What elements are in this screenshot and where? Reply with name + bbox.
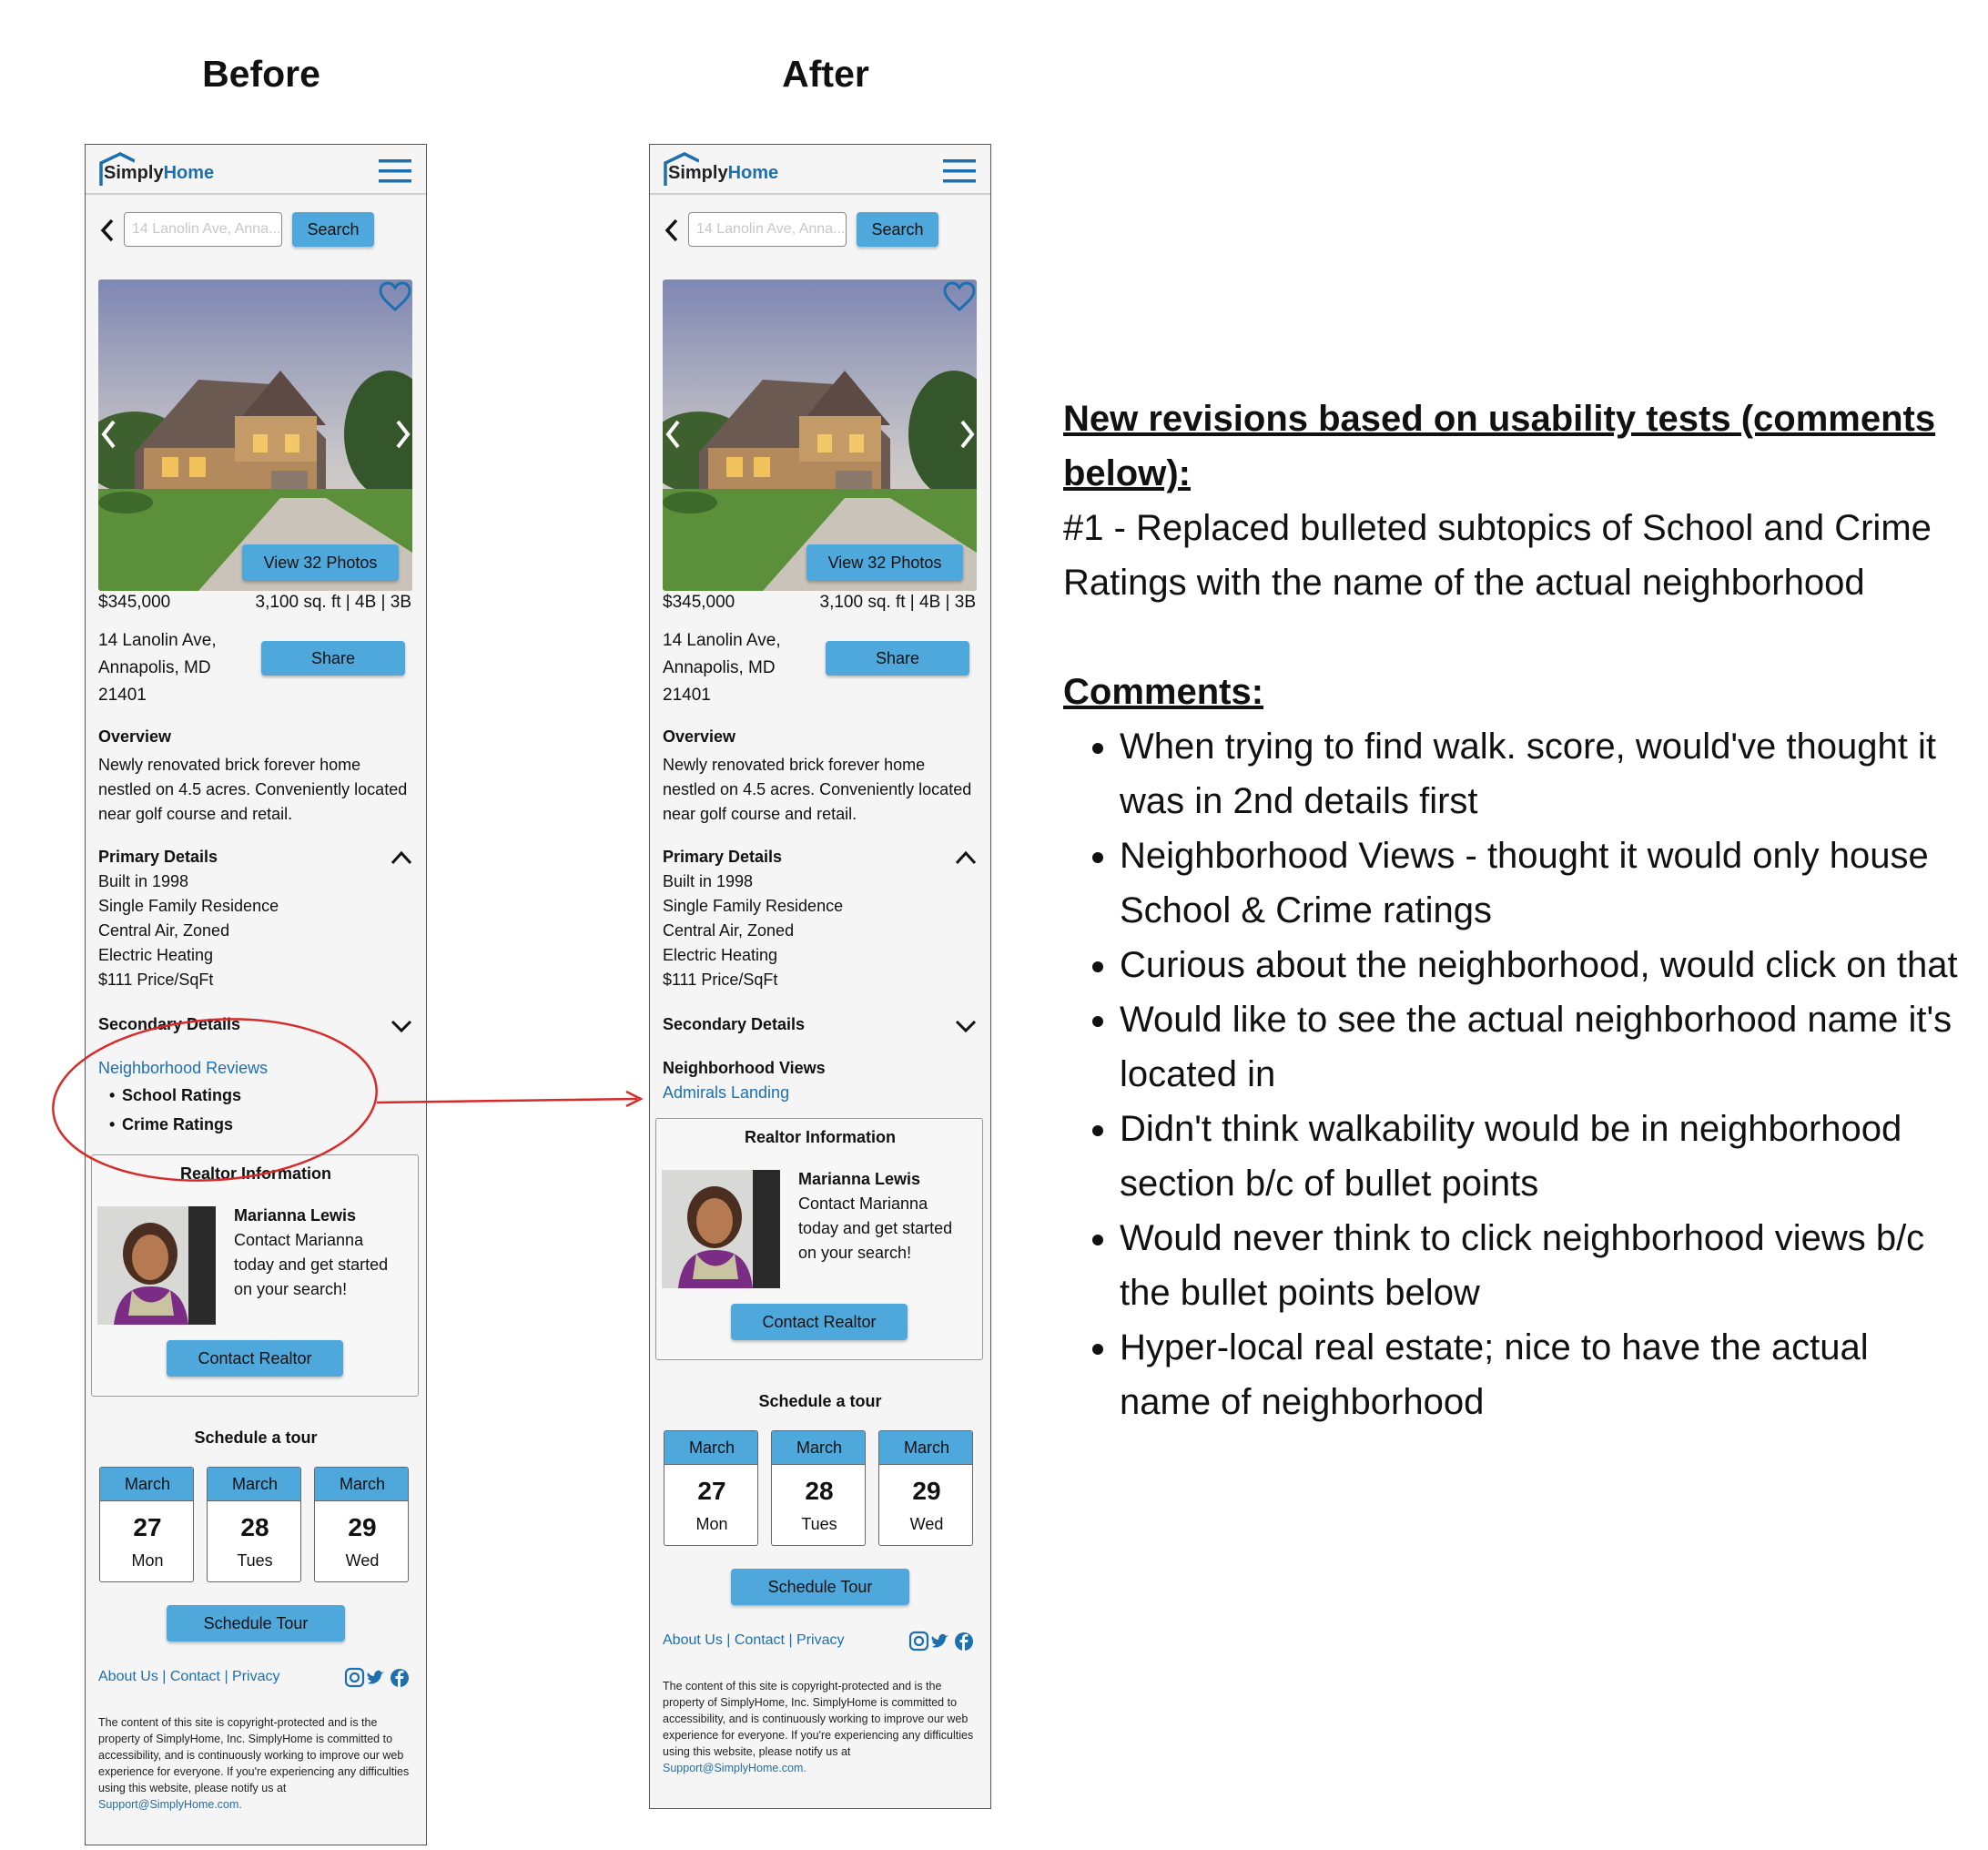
date-card[interactable] [878, 1430, 973, 1546]
revision-text: #1 - Replaced bulleted subtopics of School and Crime Ratings with the name of the actual neighborhood [1063, 508, 1932, 603]
detail-item: $111 Price/SqFt [663, 971, 778, 989]
listing-specs: 3,100 sq. ft | 4B | 3B [255, 593, 411, 612]
date-card[interactable] [771, 1430, 866, 1546]
detail-item: Electric Heating [663, 946, 778, 964]
date-month: March [879, 1431, 973, 1465]
logo-text-simply: Simply [104, 163, 164, 183]
listing-address: 14 Lanolin Ave, Annapolis, MD 21401 [663, 631, 781, 705]
detail-item: Central Air, Zoned [663, 921, 795, 940]
share-button[interactable]: Share [826, 641, 969, 676]
detail-item: Single Family Residence [98, 897, 279, 915]
view-photos-button[interactable]: View 32 Photos [242, 544, 399, 581]
simplyhome-logo[interactable] [663, 152, 799, 188]
realtor-message: Contact Marianna today and get started on your search! [234, 1231, 389, 1298]
date-card[interactable] [664, 1430, 758, 1546]
primary-details-list [98, 869, 412, 992]
revision-notes [1063, 391, 1964, 1429]
date-card[interactable] [207, 1467, 301, 1582]
facebook-icon[interactable] [390, 1669, 409, 1687]
date-weekday: Tues [801, 1515, 837, 1533]
schedule-tour-heading: Schedule a tour [758, 1392, 882, 1410]
date-month: March [208, 1468, 301, 1501]
back-arrow-icon[interactable] [98, 218, 117, 243]
contact-realtor-button[interactable]: Contact Realtor [731, 1304, 908, 1340]
previous-photo-chevron-icon[interactable] [100, 418, 118, 451]
footer-disclaimer [663, 1678, 978, 1776]
date-day-number: 28 [240, 1513, 269, 1541]
secondary-details-heading[interactable]: Secondary Details [98, 1015, 241, 1033]
before-screen [85, 144, 427, 1845]
next-photo-chevron-icon[interactable] [958, 418, 976, 451]
overview-text: Newly renovated brick forever home nestled on 4.5 acres. Conveniently located near golf course and retail. [663, 756, 972, 823]
comment-item: • Would never think to click neighborhood views b/c the bullet points below [1120, 1211, 1964, 1320]
support-email-link[interactable]: Support@SimplyHome.com. [98, 1798, 242, 1811]
instagram-icon[interactable] [346, 1669, 363, 1686]
date-weekday: Wed [909, 1515, 944, 1533]
listing-specs: 3,100 sq. ft | 4B | 3B [819, 593, 976, 612]
search-input[interactable]: 14 Lanolin Ave, Anna... [688, 212, 847, 247]
footer-disclaimer [98, 1714, 413, 1813]
date-day-number: 29 [912, 1477, 941, 1505]
comment-item: • Curious about the neighborhood, would click on that [1120, 938, 1964, 992]
neighborhood-views-heading[interactable]: Neighborhood Views [663, 1059, 826, 1077]
detail-item: $111 Price/SqFt [98, 971, 214, 989]
share-button[interactable]: Share [261, 641, 405, 676]
twitter-icon[interactable] [932, 1634, 948, 1648]
comment-item: • Neighborhood Views - thought it would only house School & Crime ratings [1120, 828, 1964, 938]
chevron-up-icon[interactable] [390, 850, 412, 865]
date-weekday: Tues [237, 1551, 273, 1570]
realtor-heading: Realtor Information [744, 1128, 896, 1146]
detail-item: Electric Heating [98, 946, 214, 964]
secondary-details-heading[interactable]: Secondary Details [663, 1015, 806, 1033]
schedule-tour-button[interactable]: Schedule Tour [167, 1605, 345, 1642]
realtor-name: Marianna Lewis [234, 1206, 357, 1225]
primary-details-heading[interactable]: Primary Details [98, 848, 218, 866]
comments-heading: Comments: [1063, 672, 1264, 712]
hamburger-menu-icon[interactable] [379, 159, 411, 183]
comment-item: • Hyper-local real estate; nice to have the actual name of neighborhood [1120, 1320, 1964, 1429]
realtor-heading: Realtor Information [179, 1164, 331, 1183]
schedule-tour-heading: Schedule a tour [194, 1428, 318, 1447]
comment-item: • Would like to see the actual neighborhood name it's located in [1120, 992, 1964, 1102]
listing-price: $345,000 [663, 593, 735, 612]
realtor-card [91, 1154, 419, 1397]
search-button[interactable]: Search [857, 212, 938, 247]
before-title: Before [202, 53, 320, 95]
date-card[interactable] [99, 1467, 194, 1582]
footer-links[interactable]: About Us | Contact | Privacy [98, 1669, 280, 1684]
after-screen [649, 144, 991, 1809]
overview-heading: Overview [98, 727, 172, 746]
notes-heading: New revisions based on usability tests (comments below): [1063, 399, 1936, 493]
date-card[interactable] [314, 1467, 409, 1582]
listing-address: 14 Lanolin Ave, Annapolis, MD 21401 [98, 631, 217, 705]
detail-item: Built in 1998 [98, 872, 189, 890]
simplyhome-logo[interactable] [98, 152, 235, 188]
footer-links[interactable]: About Us | Contact | Privacy [663, 1632, 845, 1648]
after-title: After [782, 53, 869, 95]
comments-list [1063, 719, 1964, 1429]
chevron-up-icon[interactable] [955, 850, 977, 865]
primary-details-list [663, 869, 977, 992]
realtor-avatar [662, 1170, 780, 1288]
twitter-icon[interactable] [368, 1671, 384, 1684]
view-photos-button[interactable]: View 32 Photos [806, 544, 963, 581]
realtor-avatar [97, 1206, 216, 1325]
chevron-down-icon[interactable] [955, 1019, 977, 1033]
realtor-name: Marianna Lewis [798, 1170, 921, 1188]
date-day-number: 29 [348, 1513, 377, 1541]
footer-disclaimer-text: The content of this site is copyright-protected and is the property of SimplyHome, Inc. SimplyHome is committed to accessibility, and is continuously working to improve our web experience for everyone. If you're experiencing any difficulties using this website, please notify us at [663, 1680, 974, 1758]
overview-text: Newly renovated brick forever home nestled on 4.5 acres. Conveniently located near golf course and retail. [98, 756, 408, 823]
date-month: March [664, 1431, 758, 1465]
comment-item: • Didn't think walkability would be in neighborhood section b/c of bullet points [1120, 1102, 1964, 1211]
realtor-message: Contact Marianna today and get started on your search! [798, 1194, 953, 1262]
hamburger-menu-icon[interactable] [943, 159, 976, 183]
chevron-down-icon[interactable] [390, 1019, 412, 1033]
support-email-link[interactable]: Support@SimplyHome.com. [663, 1762, 806, 1774]
date-month: March [315, 1468, 409, 1501]
favorite-heart-icon[interactable] [943, 281, 976, 312]
logo-text-home: Home [727, 163, 779, 183]
detail-item: Built in 1998 [663, 872, 754, 890]
search-button[interactable]: Search [292, 212, 374, 247]
logo-text-home: Home [163, 163, 215, 183]
detail-item: Single Family Residence [663, 897, 844, 915]
date-weekday: Mon [695, 1515, 728, 1533]
social-icons [908, 1631, 976, 1652]
next-photo-chevron-icon[interactable] [393, 418, 411, 451]
school-ratings-item[interactable]: • School Ratings [109, 1086, 241, 1105]
search-input[interactable]: 14 Lanolin Ave, Anna... [124, 212, 282, 247]
annotation-arrowhead-icon [626, 1092, 641, 1106]
listing-price: $345,000 [98, 593, 171, 612]
crime-ratings-item[interactable]: • Crime Ratings [109, 1115, 233, 1134]
schedule-tour-button[interactable]: Schedule Tour [731, 1569, 909, 1605]
footer-disclaimer-text: The content of this site is copyright-protected and is the property of SimplyHome, Inc. SimplyHome is committed to accessibility, and is continuously working to improve our web experience for everyone. If you're experiencing any difficulties using this website, please notify us at [98, 1716, 410, 1794]
detail-item: Central Air, Zoned [98, 921, 230, 940]
date-weekday: Mon [131, 1551, 164, 1570]
social-icons [344, 1667, 411, 1689]
date-month: March [772, 1431, 866, 1465]
previous-photo-chevron-icon[interactable] [664, 418, 683, 451]
facebook-icon[interactable] [955, 1632, 973, 1651]
date-day-number: 27 [133, 1513, 162, 1541]
logo-text-simply: Simply [668, 163, 728, 183]
overview-heading: Overview [663, 727, 736, 746]
neighborhood-reviews-link[interactable]: Neighborhood Reviews [98, 1059, 269, 1077]
neighborhood-name-link[interactable]: Admirals Landing [663, 1083, 790, 1102]
comment-item: • When trying to find walk. score, would've thought it was in 2nd details first [1120, 719, 1964, 828]
favorite-heart-icon[interactable] [379, 281, 411, 312]
back-arrow-icon[interactable] [663, 218, 681, 243]
date-weekday: Wed [345, 1551, 380, 1570]
instagram-icon[interactable] [910, 1632, 928, 1650]
contact-realtor-button[interactable]: Contact Realtor [167, 1340, 343, 1377]
realtor-card [655, 1118, 983, 1360]
date-day-number: 28 [805, 1477, 834, 1505]
date-day-number: 27 [697, 1477, 726, 1505]
date-month: March [100, 1468, 194, 1501]
primary-details-heading[interactable]: Primary Details [663, 848, 783, 866]
